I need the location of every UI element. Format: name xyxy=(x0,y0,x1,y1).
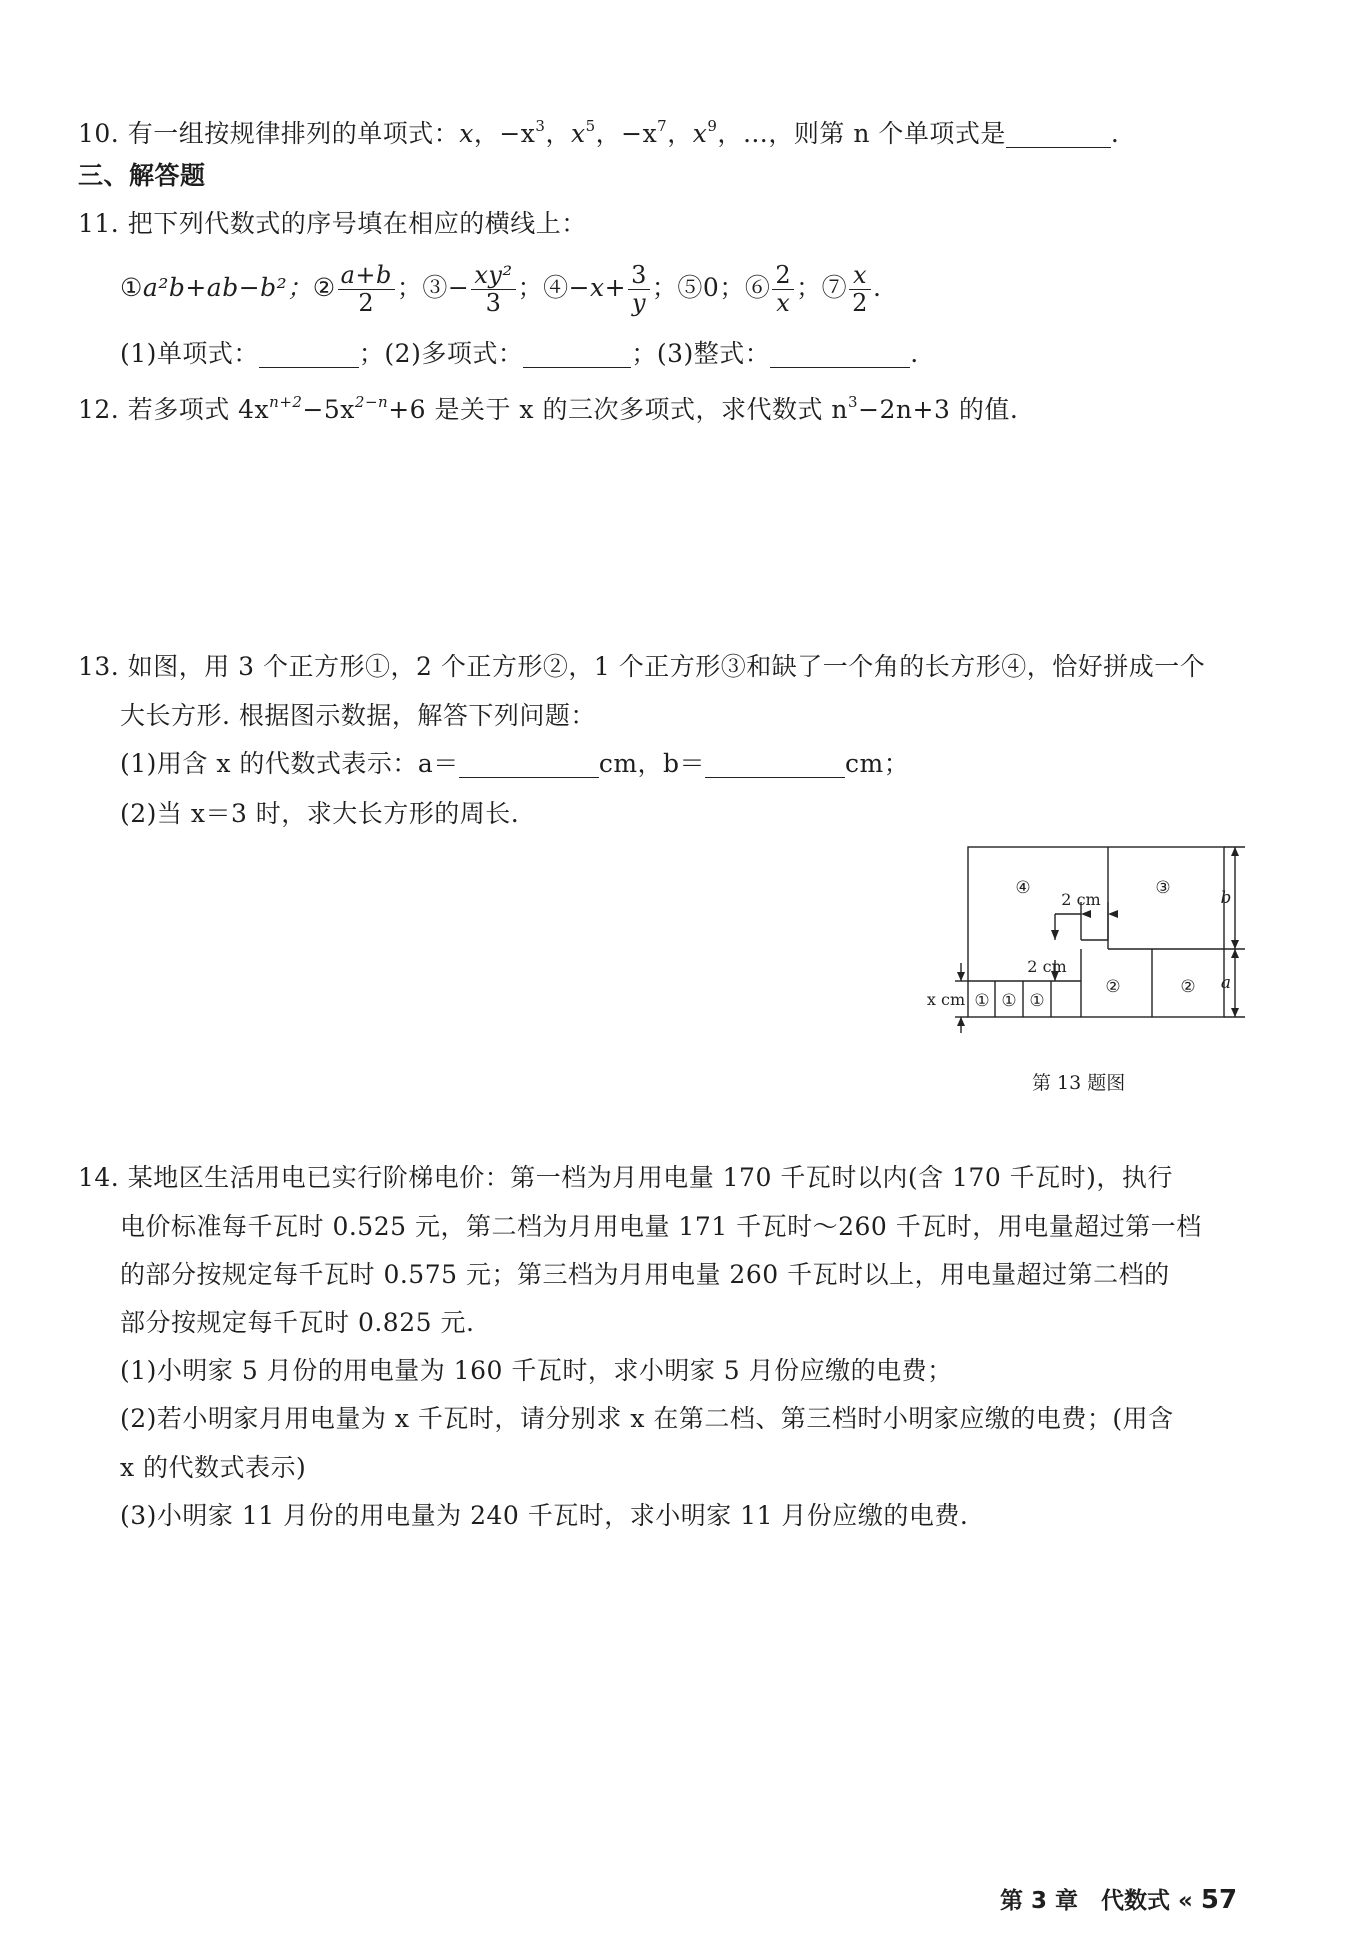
label-square-1c: ① xyxy=(1029,991,1045,1011)
question-14-part-2-line-1: (2)若小明家月用电量为 x 千瓦时，请分别求 x 在第二档、第三档时小明家应缴的电费；(用含 xyxy=(120,1404,1174,1433)
question-14-part-2-line-2: x 的代数式表示) xyxy=(120,1453,307,1482)
question-14-part-1: (1)小明家 5 月份的用电量为 160 千瓦时，求小明家 5 月份应缴的电费； xyxy=(120,1356,953,1385)
q11-expr-3-numerator: xy² xyxy=(471,262,515,290)
question-10: 10. 有一组按规律排列的单项式：x，$-x^3$，$x^5$，$-x^7$，$x^9$，…，则第 n 个单项式是 . xyxy=(78,117,1120,148)
question-12 xyxy=(78,384,1018,428)
label-square-2b: ② xyxy=(1180,977,1196,997)
q10-term-2-exponent: 3 xyxy=(535,117,546,135)
q11-expr-2-fraction xyxy=(338,262,395,317)
q11-integral-blank[interactable] xyxy=(770,341,910,368)
question-11-answers xyxy=(120,336,919,372)
q11-expr-6-fraction xyxy=(772,262,794,317)
q11-expr-6-mark: ⑥ xyxy=(744,273,771,302)
label-square-3: ③ xyxy=(1155,878,1171,898)
q11-expr-4-denominator: y xyxy=(631,289,647,317)
question-14-line-3: 的部分按规定每千瓦时 0.575 元；第三档为月用电量 260 千瓦时以上，用电量超过第二档的 xyxy=(120,1260,1170,1289)
q11-expr-3-denominator: 3 xyxy=(485,289,502,317)
label-square-1b: ① xyxy=(1001,991,1017,1011)
dim-2cm-upper: 2 cm xyxy=(1061,890,1101,909)
question-14-part-3: (3)小明家 11 月份的用电量为 240 千瓦时，求小明家 11 月份应缴的电费. xyxy=(120,1501,969,1530)
q12-exponent-1: n+2 xyxy=(269,393,303,411)
q11-expr-7-numerator: x xyxy=(849,262,871,290)
q11-expr-4-sep: ； xyxy=(651,273,678,302)
dim-a: a xyxy=(1220,973,1232,993)
q11-expr-6-numerator: 2 xyxy=(772,262,794,290)
q11-expr-7-mark: ⑦ xyxy=(821,273,848,302)
q11-expr-6-denominator: x xyxy=(776,289,791,317)
page-number: 57 xyxy=(1200,1885,1238,1915)
q11-expr-7-fraction xyxy=(849,262,871,317)
q11-expr-2-mark: ② xyxy=(312,273,336,302)
q10-term-5-exponent: 9 xyxy=(707,117,718,135)
q10-lead: 10. 有一组按规律排列的单项式： xyxy=(78,119,460,148)
q11-expr-5: 0； xyxy=(702,273,745,302)
q10-term-3: x xyxy=(570,119,586,148)
label-rect-4: ④ xyxy=(1015,878,1031,898)
q11-answers-end: . xyxy=(910,339,919,368)
q10-tail: ，…，则第 n 个单项式是 xyxy=(717,119,1006,148)
question-11-lead: 11. 把下列代数式的序号填在相应的横线上： xyxy=(78,209,587,238)
q12-middle-2: +6 是关于 x 的三次多项式，求代数式 n xyxy=(388,395,849,424)
dim-x: x cm xyxy=(926,990,966,1009)
q12-exponent-2: 2−n xyxy=(354,393,389,411)
q11-polynomial-label: ；(2)多项式： xyxy=(358,339,524,368)
q11-expr-2-sep: ； xyxy=(396,273,423,302)
question-13-line-1: 13. 如图，用 3 个正方形①，2 个正方形②，1 个正方形③和缺了一个角的长方形④，恰好拼成一个 xyxy=(78,652,1206,681)
page-footer xyxy=(1000,1882,1237,1915)
q10-term-1: x xyxy=(459,119,474,148)
q11-expr-2-numerator: a+b xyxy=(338,262,395,290)
q10-term-5: x xyxy=(692,119,708,148)
question-14-line-1: 14. 某地区生活用电已实行阶梯电价：第一档为月用电量 170 千瓦时以内(含 170 千瓦时)，执行 xyxy=(78,1163,1173,1192)
question-14-line-2: 电价标准每千瓦时 0.525 元，第二档为月用电量 171 千瓦时～260 千瓦时，用电量超过第一档 xyxy=(120,1212,1202,1241)
question-14-line-4: 部分按规定每千瓦时 0.825 元. xyxy=(120,1308,475,1337)
q13-b-blank[interactable] xyxy=(705,751,845,778)
q12-middle-1: −5x xyxy=(302,395,355,424)
q13-part-1-unit-b: cm； xyxy=(845,749,910,778)
q11-expr-4-mark: ④ xyxy=(543,273,569,302)
footer-chapter: 第 3 章 代数式 xyxy=(1000,1888,1171,1914)
figure-13-diagram xyxy=(905,838,1250,1038)
q13-a-blank[interactable] xyxy=(459,751,599,778)
q11-integral-label: ；(3)整式： xyxy=(631,339,771,368)
footer-arrow-icon: « xyxy=(1178,1888,1193,1914)
q11-expr-4-fraction xyxy=(628,262,650,317)
q10-end: . xyxy=(1110,119,1120,148)
q11-expr-5-mark: ⑤ xyxy=(677,273,703,302)
q11-monomial-label: (1)单项式： xyxy=(120,339,259,368)
q10-term-3-exponent: 5 xyxy=(585,117,596,135)
q10-answer-blank[interactable] xyxy=(1006,121,1111,148)
q10-term-4-exponent: 7 xyxy=(657,117,668,135)
question-13-part-1 xyxy=(120,746,909,782)
dim-2cm-lower: 2 cm xyxy=(1027,957,1067,976)
q11-expr-3-mark: ③− xyxy=(422,273,470,302)
q11-expr-1-mark: ① xyxy=(120,273,143,302)
q11-expr-4-prefix: −x+ xyxy=(568,273,627,302)
dim-b: b xyxy=(1220,888,1232,908)
q11-expr-3-sep: ； xyxy=(517,273,544,302)
q12-exponent-3: 3 xyxy=(848,393,859,411)
q11-expr-6-sep: ； xyxy=(796,273,822,302)
q12-lead: 12. 若多项式 4x xyxy=(78,395,270,424)
q11-expr-2-denominator: 2 xyxy=(358,289,375,317)
question-13-line-2: 大长方形. 根据图示数据，解答下列问题： xyxy=(120,701,596,730)
q13-part-1-lead: (1)用含 x 的代数式表示：a＝ xyxy=(120,749,459,778)
figure-13-caption: 第 13 题图 xyxy=(1032,1072,1126,1094)
question-13-part-2: (2)当 x＝3 时，求大长方形的周长. xyxy=(120,799,520,828)
q10-term-4: −x xyxy=(621,119,658,148)
q11-expr-1: a²b+ab−b²； xyxy=(142,273,313,302)
q11-expr-7-end: . xyxy=(872,273,882,302)
q11-expr-3-fraction xyxy=(471,262,515,317)
section-heading: 三、解答题 xyxy=(78,161,206,190)
label-square-2a: ② xyxy=(1105,977,1121,997)
q11-monomial-blank[interactable] xyxy=(259,341,359,368)
q13-part-1-unit-a: cm，b＝ xyxy=(598,749,706,778)
q11-polynomial-blank[interactable] xyxy=(523,341,631,368)
question-11-expressions xyxy=(120,258,881,318)
q11-expr-4-numerator: 3 xyxy=(628,262,650,290)
q10-term-2: −x xyxy=(499,119,536,148)
q12-tail: −2n+3 的值. xyxy=(858,395,1019,424)
q11-expr-7-denominator: 2 xyxy=(852,289,868,317)
label-square-1a: ① xyxy=(974,991,990,1011)
